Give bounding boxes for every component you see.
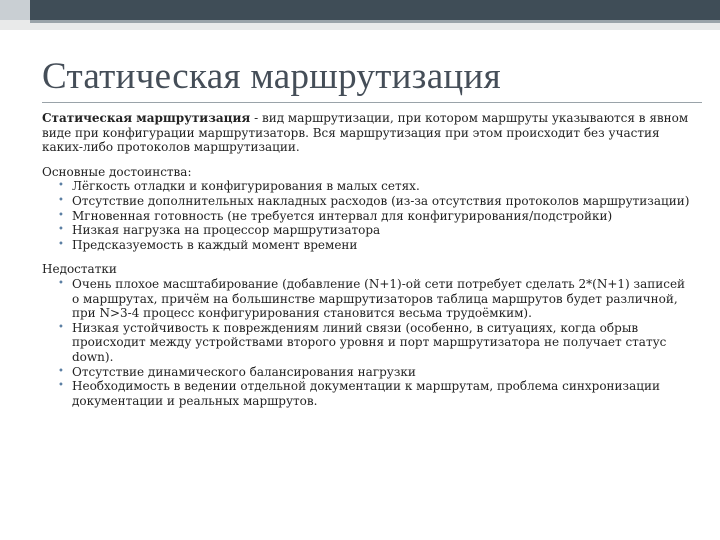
intro-term: Статическая маршрутизация (42, 111, 251, 125)
bullet-icon: • (58, 209, 64, 221)
list-item-text: Отсутствие дополнительных накладных расходов (из-за отсутствия протоколов маршрутизации) (72, 193, 690, 208)
list-item (58, 208, 692, 224)
list-item-text: Низкая нагрузка на процессор маршрутизатора (72, 223, 381, 238)
list-item (58, 364, 692, 380)
top-dark-bar (30, 0, 720, 20)
bullet-icon: • (58, 277, 64, 289)
list-item-text: Отсутствие динамического балансирования нагрузки (72, 364, 416, 379)
bullet-icon: • (58, 365, 64, 377)
bullet-icon: • (58, 180, 64, 192)
list-item (58, 193, 692, 209)
list-item (58, 276, 692, 321)
slide-body (42, 111, 692, 418)
disadvantages-heading: Недостатки (42, 262, 117, 277)
slide-title: Статическая маршрутизация (42, 56, 501, 97)
bullet-icon: • (58, 321, 64, 333)
top-accent-line (30, 20, 720, 23)
intro-paragraph (42, 111, 692, 155)
list-item-text: Предсказуемость в каждый момент времени (72, 237, 358, 252)
list-item-text: Необходимость в ведении отдельной документации к маршрутам, проблема синхронизации документации и реальных маршрутов. (72, 379, 660, 408)
bullet-icon: • (58, 194, 64, 206)
list-item-text: Очень плохое масштабирование (добавление (N+1)-ой сети потребует сделать 2*(N+1) записей о маршрутах, причём на большинстве маршрутизаторов таблица маршрутов будет различной, при N>3-4 процесс конфигурирования становится весьма трудоёмким). (72, 276, 686, 321)
advantages-list (42, 179, 692, 252)
list-item-text: Низкая устойчивость к повреждениям линий связи (особенно, в ситуациях, когда обрыв происходит между устройствами второго уровня и порт маршрутизатора не получает статус down). (72, 320, 667, 364)
list-item (58, 237, 692, 253)
list-item (58, 320, 692, 365)
bullet-icon: • (58, 224, 64, 236)
disadvantages-list (42, 277, 692, 408)
list-item-text: Мгновенная готовность (не требуется интервал для конфигурирования/подстройки) (72, 208, 613, 223)
list-item (58, 379, 692, 408)
title-underline (42, 102, 702, 103)
advantages-heading: Основные достоинства: (42, 164, 192, 179)
bullet-icon: • (58, 238, 64, 250)
list-item (58, 179, 692, 194)
list-item-text: Лёгкость отладки и конфигурирования в малых сетях. (72, 179, 420, 194)
intro-definition: - вид маршрутизации, при котором маршруты указываются в явном виде при конфигурации маршрутизаторв. Вся маршрутизация при этом происходит без участия каких-либо протоколов маршрутизации. (42, 111, 689, 155)
top-corner-block (0, 0, 30, 20)
list-item (58, 223, 692, 238)
bullet-icon: • (58, 380, 64, 392)
